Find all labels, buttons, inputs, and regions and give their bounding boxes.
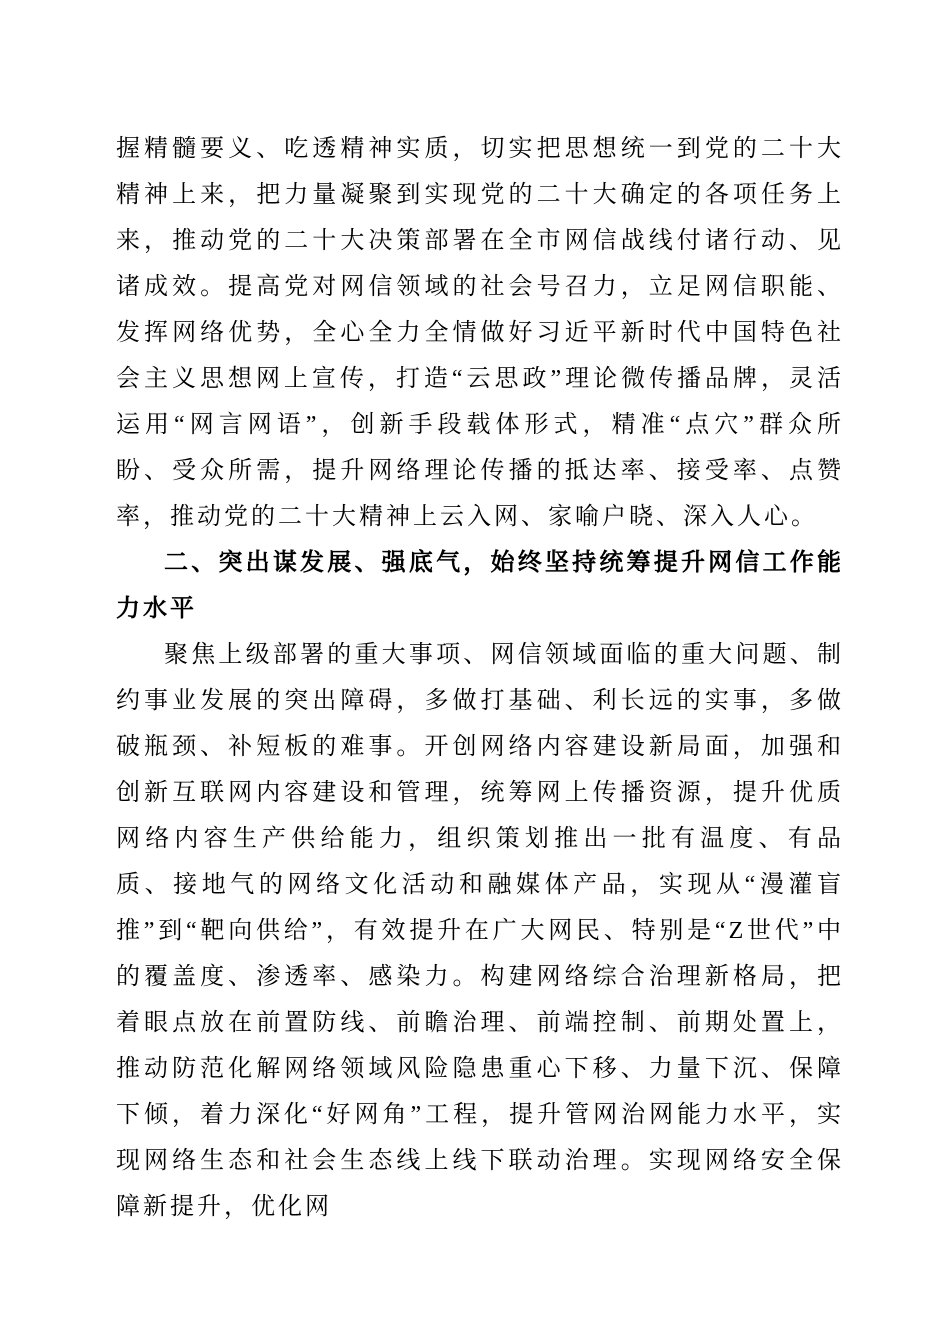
paragraph-body: 聚焦上级部署的重大事项、网信领域面临的重大问题、制约事业发展的突出障碍，多做打基础、利长远的实事，多做破瓶颈、补短板的难事。开创网络内容建设新局面，加强和创新互联网内容建设和管理，统筹网上传播资源，提升优质网络内容生产供给能力，组织策划推出一批有温度、有品质、接地气的网络文化活动和融媒体产品，实现从“漫灌盲推”到“靶向供给”，有效提升在广大网民、特别是“Z世代”中的覆盖度、渗透率、感染力。构建网络综合治理新格局，把着眼点放在前置防线、前瞻治理、前端控制、前期处置上，推动防范化解网络领域风险隐患重心下移、力量下沉、保障下倾，着力深化“好网角”工程，提升管网治网能力水平，实现网络生态和社会生态线上线下联动治理。实现网络安全保障新提升，优化网 bbox=[116, 642, 844, 1220]
section-heading: 二、突出谋发展、强底气，始终坚持统筹提升网信工作能力水平 bbox=[116, 550, 844, 622]
paragraph-continuation: 握精髓要义、吃透精神实质，切实把思想统一到党的二十大精神上来，把力量凝聚到实现党的二十大确定的各项任务上来，推动党的二十大决策部署在全市网信战线付诸行动、见诸成效。提高党对网信领域的社会号召力，立足网信职能、发挥网络优势，全心全力全情做好习近平新时代中国特色社会主义思想网上宣传，打造“云思政”理论微传播品牌，灵活运用“网言网语”，创新手段载体形式，精准“点穴”群众所盼、受众所需，提升网络理论传播的抵达率、接受率、点赞率，推动党的二十大精神上云入网、家喻户晓、深入人心。 bbox=[116, 136, 844, 530]
